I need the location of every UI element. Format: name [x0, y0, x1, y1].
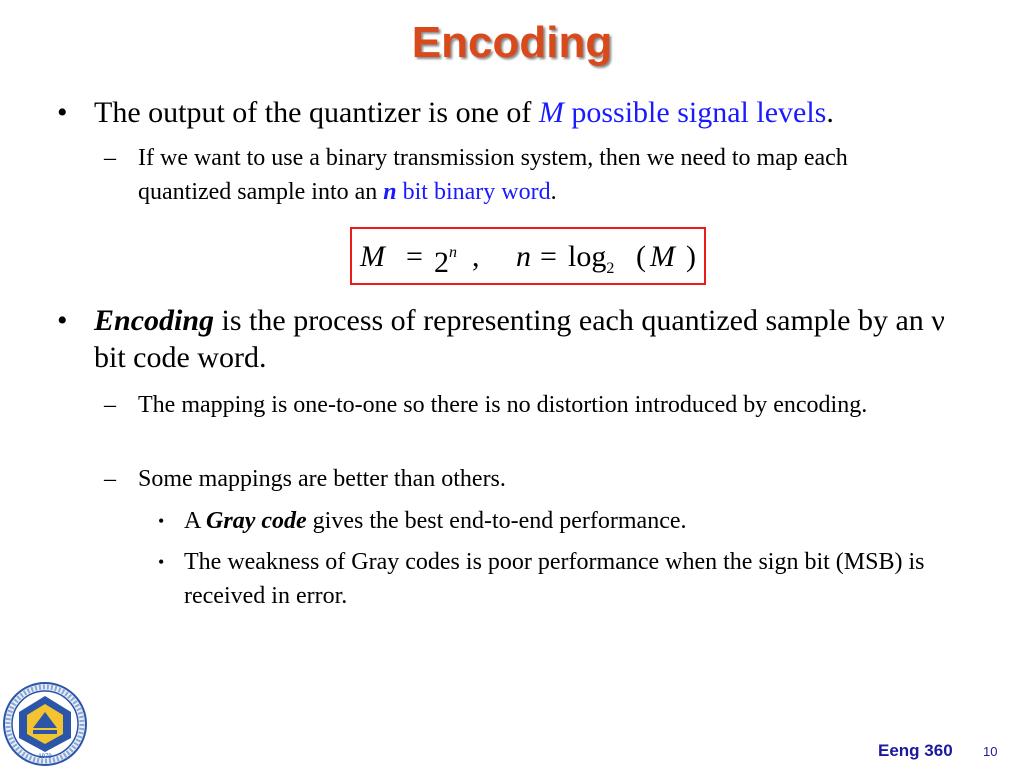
small-bullet-marker: • — [158, 511, 165, 531]
formula-log-base: 2 — [606, 260, 615, 277]
formula-equals-1: = — [406, 240, 423, 273]
sub-bullet-text-part: If we want to use a binary transmission system, then we need to map each quantized sample into an — [138, 145, 848, 205]
course-label: Eeng 360 — [878, 741, 953, 760]
sub-bullet-text — [138, 141, 944, 209]
bullet-marker: • — [57, 96, 68, 129]
formula-comma: , — [472, 240, 480, 273]
subsub-bullet-text: The weakness of Gray codes is poor performance when the sign bit (MSB) is received in error. — [184, 549, 925, 609]
bullet-text-rest: is the process of representing each quantized sample by an ν bit code word. — [94, 304, 945, 374]
formula-log-word: log — [568, 240, 607, 273]
subsub-bullet-text — [184, 504, 958, 538]
formula-base: 2 — [434, 246, 449, 279]
binary-word-text: bit binary word — [396, 179, 551, 205]
subsub-text-rest: gives the best end-to-end performance. — [306, 508, 687, 534]
formula-equals-2: = — [540, 240, 557, 273]
dash-marker: – — [104, 466, 116, 492]
bullet-text-part: The output of the quantizer is one of — [94, 96, 539, 129]
formula-exponent: n — [449, 244, 457, 261]
page-number: 10 — [983, 744, 998, 759]
logo-year: 1979 — [38, 754, 52, 760]
math-var-n: n — [383, 179, 397, 205]
formula-lhs-var: M — [360, 240, 385, 273]
math-var-m: M — [538, 96, 564, 129]
encoding-term: Encoding — [94, 304, 215, 337]
formula-box — [350, 227, 706, 285]
sub-bullet-text: Some mappings are better than others. — [138, 466, 506, 492]
bullet-marker: • — [57, 304, 68, 337]
formula-log — [568, 239, 614, 287]
dash-marker: – — [104, 145, 116, 171]
bullet-text — [94, 94, 977, 131]
formula-open-paren: ( — [636, 240, 646, 273]
bullet-text-end: . — [826, 96, 834, 129]
formula-n-var: n — [516, 240, 531, 273]
signal-levels-text: possible signal levels — [563, 96, 827, 129]
formula-arg: M — [650, 240, 675, 273]
dash-marker: – — [104, 392, 116, 418]
formula-close-paren: ) — [686, 240, 696, 273]
bullet-text — [94, 302, 977, 376]
subsub-text-part: A — [184, 508, 207, 534]
gray-code-term: Gray code — [206, 508, 307, 534]
sub-bullet-text-end: . — [550, 179, 557, 205]
slide-title: Encoding — [411, 18, 613, 67]
small-bullet-marker: • — [158, 552, 165, 572]
university-logo — [3, 682, 87, 766]
formula-power — [434, 239, 457, 281]
sub-bullet-text: The mapping is one-to-one so there is no distortion introduced by encoding. — [138, 392, 868, 418]
